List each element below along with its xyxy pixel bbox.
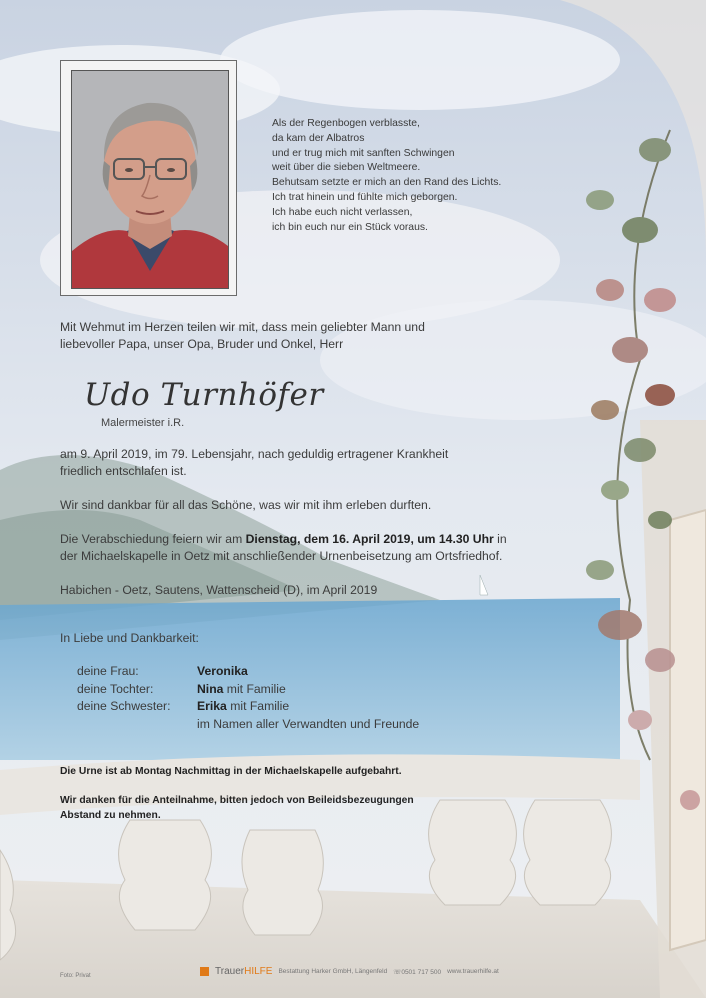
poem-line: weit über die sieben Weltmeere.: [272, 162, 421, 174]
poem-line: Behutsam setzte er mich an den Rand des Lichts.: [272, 177, 502, 189]
farewell-line-2: der Michaelskapelle in Oetz mit anschließender Urnenbeisetzung am Ortsfriedhof.: [60, 549, 503, 563]
poem-line: Als der Regenbogen verblasste,: [272, 118, 420, 129]
family-suffix: mit Familie: [223, 681, 286, 696]
family-role: deine Tochter:: [77, 681, 154, 696]
place-date: Habichen - Oetz, Sautens, Wattenscheid (D), im April 2019: [60, 583, 378, 597]
family-row: [77, 681, 419, 699]
farewell-date: Dienstag, dem 16. April 2019, um 14.30 Uhr: [245, 532, 494, 546]
death-line-1: am 9. April 2019, im 79. Lebensjahr, nach geduldig ertragener Krankheit: [60, 447, 449, 461]
logo-hilfe: HILFE: [244, 966, 273, 977]
family-name: Veronika: [197, 664, 248, 678]
family-suffix: mit Familie: [226, 699, 290, 713]
urn-note: Die Urne ist ab Montag Nachmittag in der Michaelskapelle aufgebahrt.: [60, 766, 402, 777]
death-line-2: friedlich entschlafen ist.: [60, 464, 187, 478]
portrait-frame: [60, 60, 237, 296]
farewell-post: in: [493, 532, 507, 546]
company-phone: ☏0501 717 500: [393, 968, 442, 976]
family-role: deine Schwester:: [77, 699, 171, 713]
farewell-pre: Die Verabschiedung feiern wir am: [60, 532, 246, 546]
family-role: [77, 716, 197, 734]
poem-line: und er trug mich mit sanften Schwingen: [272, 147, 455, 159]
intro-text: [60, 319, 425, 353]
farewell-text: [60, 531, 507, 565]
family-name: Nina: [197, 681, 224, 696]
photo-credit: Foto: Privat: [60, 973, 91, 979]
family-suffix: im Namen aller Verwandten und Freunde: [197, 716, 420, 731]
condolence-note: [60, 794, 414, 823]
trauerhilfe-logo-icon: [200, 967, 209, 976]
family-role: deine Frau:: [77, 664, 139, 678]
family-row: [77, 663, 419, 681]
company-web[interactable]: www.trauerhilfe.at: [447, 968, 499, 975]
closing-text: In Liebe und Dankbarkeit:: [60, 631, 199, 645]
condolence-line-2: Abstand zu nehmen.: [60, 809, 161, 821]
deceased-title: Malermeister i.R.: [101, 417, 185, 429]
family-entry: [197, 681, 419, 699]
poem-line: da kam der Albatros: [272, 132, 365, 144]
family-list: [77, 663, 419, 733]
family-row: [77, 716, 419, 734]
family-name: Erika: [197, 699, 227, 713]
family-entry: [197, 716, 419, 734]
poem: [272, 117, 501, 235]
family-entry: [197, 663, 419, 681]
family-row: [77, 698, 419, 716]
intro-line-2: liebevoller Papa, unser Opa, Bruder und Onkel, Herr: [60, 337, 344, 351]
company-name: Bestattung Harker GmbH, Längenfeld: [278, 968, 388, 975]
logo-trauer: Trauer: [215, 966, 245, 977]
intro-line-1: Mit Wehmut im Herzen teilen wir mit, dass mein geliebter Mann und: [60, 320, 425, 334]
condolence-line-1: Wir danken für die Anteilnahme, bitten jedoch von Beileidsbezeugungen: [60, 795, 414, 806]
thanks-line: Wir sind dankbar für all das Schöne, was wir mit ihm erleben durften.: [60, 498, 432, 512]
family-entry: [197, 698, 419, 716]
logo-text: [215, 966, 272, 977]
deceased-name: Udo Turnhöfer: [84, 377, 324, 413]
poem-line: ich bin euch nur ein Stück voraus.: [272, 221, 428, 233]
poem-line: Ich trat hinein und fühlte mich geborgen.: [272, 191, 458, 203]
death-text: [60, 446, 448, 480]
footer: [200, 966, 499, 977]
farewell-line-1: [60, 531, 507, 548]
poem-line: Ich habe euch nicht verlassen,: [272, 206, 413, 218]
portrait-photo: [71, 70, 229, 289]
